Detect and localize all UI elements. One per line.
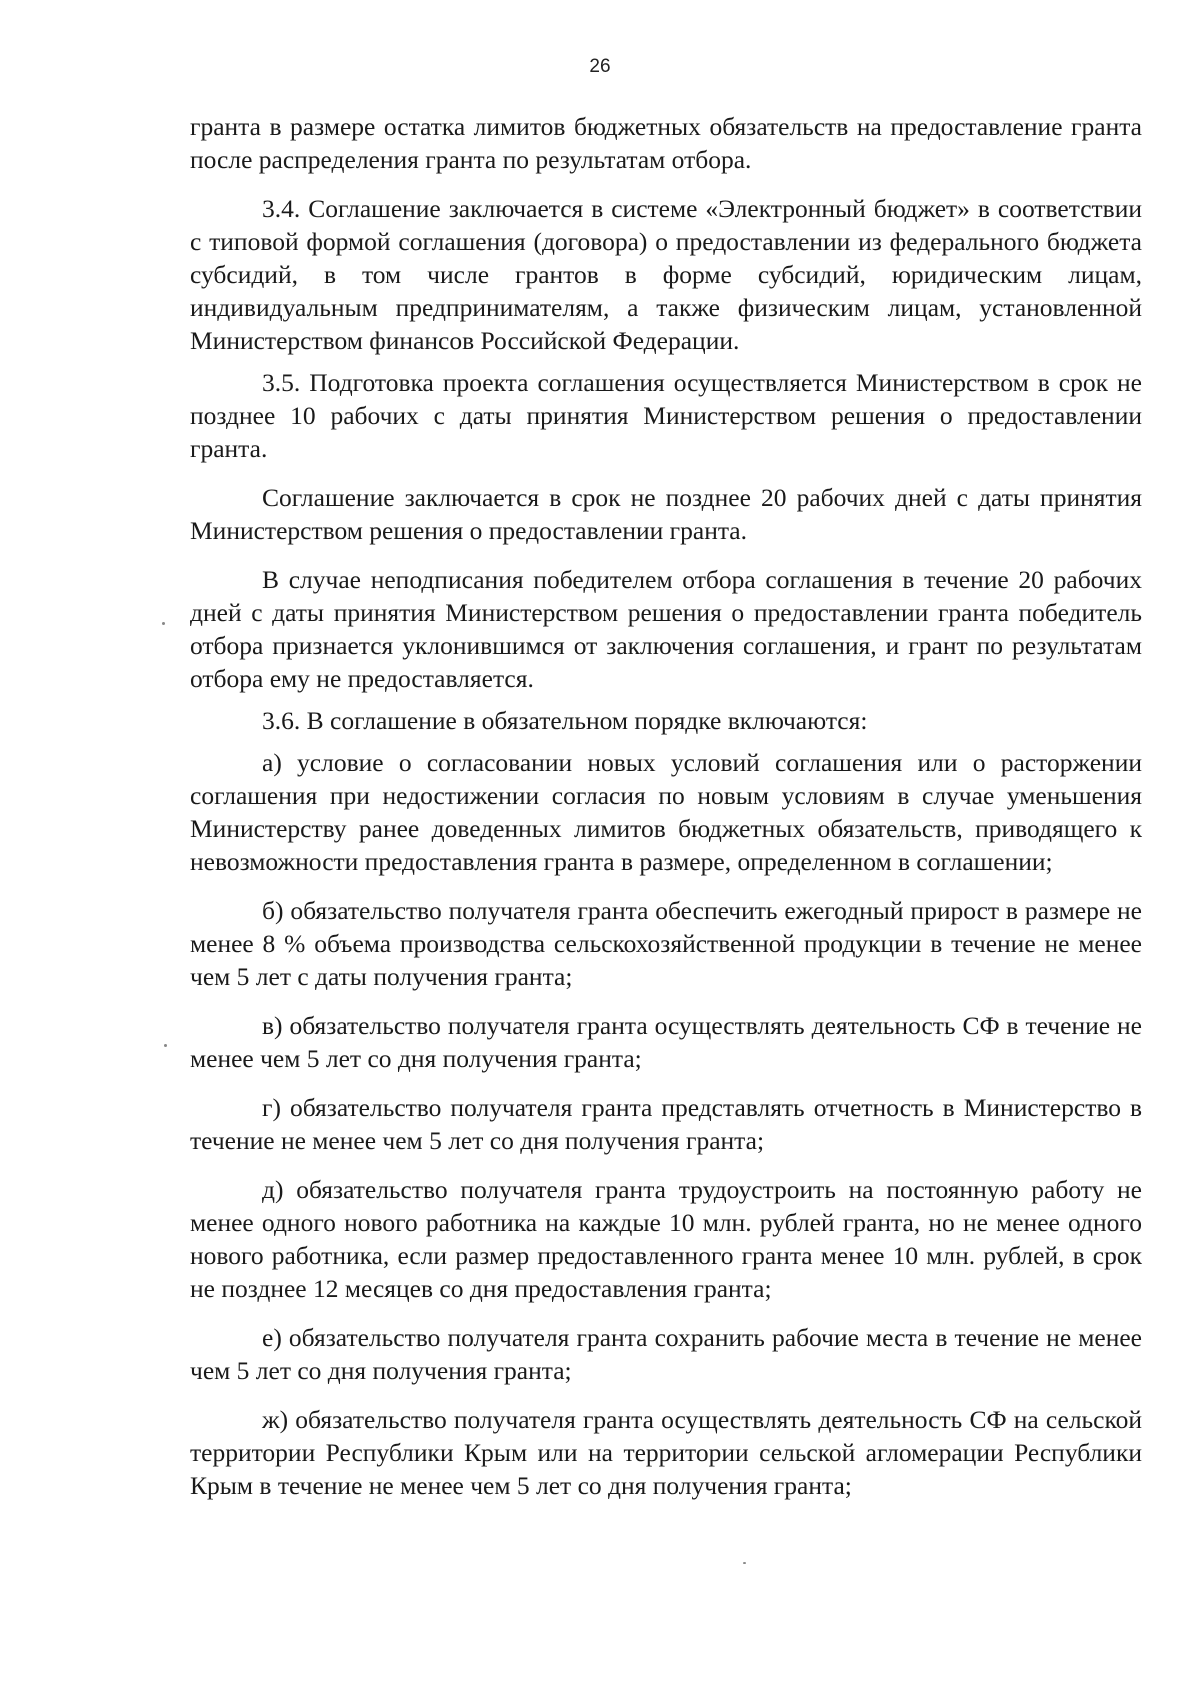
page-number: 26 [589,56,611,77]
paragraph-3-6: 3.6. В соглашение в обязательном порядке включаются: [262,706,868,735]
list-item-e: е) обязательство получателя гранта сохранить рабочие места в течение не менее чем 5 лет со дня получения гранта; [190,1323,1142,1385]
paragraph-3-5: 3.5. Подготовка проекта соглашения осуществляется Министерством в срок не позднее 10 рабочих с даты принятия Министерством решения о предоставлении гранта. [190,368,1142,463]
scan-speck [162,622,165,625]
list-item-zh: ж) обязательство получателя гранта осуществлять деятельность СФ на сельской территории Республики Крым или на территории сельской агломерации Республики Крым в течение не менее чем 5 лет со дня получения гранта; [190,1405,1142,1500]
list-item-d: д) обязательство получателя гранта трудоустроить на постоянную работу не менее одного нового работника на каждые 10 млн. рублей гранта, но не менее одного нового работника, если размер предоставленного гранта менее 10 млн. рублей, в срок не позднее 12 месяцев со дня предоставления гранта; [190,1175,1142,1303]
list-item-g: г) обязательство получателя гранта представлять отчетность в Министерство в течение не менее чем 5 лет со дня получения гранта; [190,1093,1142,1155]
list-item-a: а) условие о согласовании новых условий соглашения или о расторжении соглашения при недостижении согласия по новым условиям в случае уменьшения Министерству ранее доведенных лимитов бюджетных обязательств, приводящего к невозможности предоставления гранта в размере, определенном в соглашении; [190,748,1142,876]
paragraph-non-signing: В случае неподписания победителем отбора соглашения в течение 20 рабочих дней с даты принятия Министерством решения о предоставлении гранта победитель отбора признается уклонившимся от заключения соглашения, и грант по результатам отбора ему не предоставляется. [190,565,1142,693]
paragraph-continuation: гранта в размере остатка лимитов бюджетных обязательств на предоставление гранта после распределения гранта по результатам отбора. [190,112,1142,174]
list-item-b: б) обязательство получателя гранта обеспечить ежегодный прирост в размере не менее 8 % объема производства сельскохозяйственной продукции в течение не менее чем 5 лет с даты получения гранта; [190,896,1142,991]
scan-speck [164,1044,167,1047]
paragraph-agreement-term: Соглашение заключается в срок не позднее 20 рабочих дней с даты принятия Министерством решения о предоставлении гранта. [190,483,1142,545]
document-body [190,110,1142,1502]
list-item-v: в) обязательство получателя гранта осуществлять деятельность СФ в течение не менее чем 5 лет со дня получения гранта; [190,1011,1142,1073]
paragraph-3-4: 3.4. Соглашение заключается в системе «Электронный бюджет» в соответствии с типовой формой соглашения (договора) о предоставлении из федерального бюджета субсидий, в том числе грантов в форме субсидий, юридическим лицам, индивидуальным предпринимателям, а также физическим лицам, установленной Министерством финансов Российской Федерации. [190,194,1142,355]
scan-speck [743,1562,746,1564]
